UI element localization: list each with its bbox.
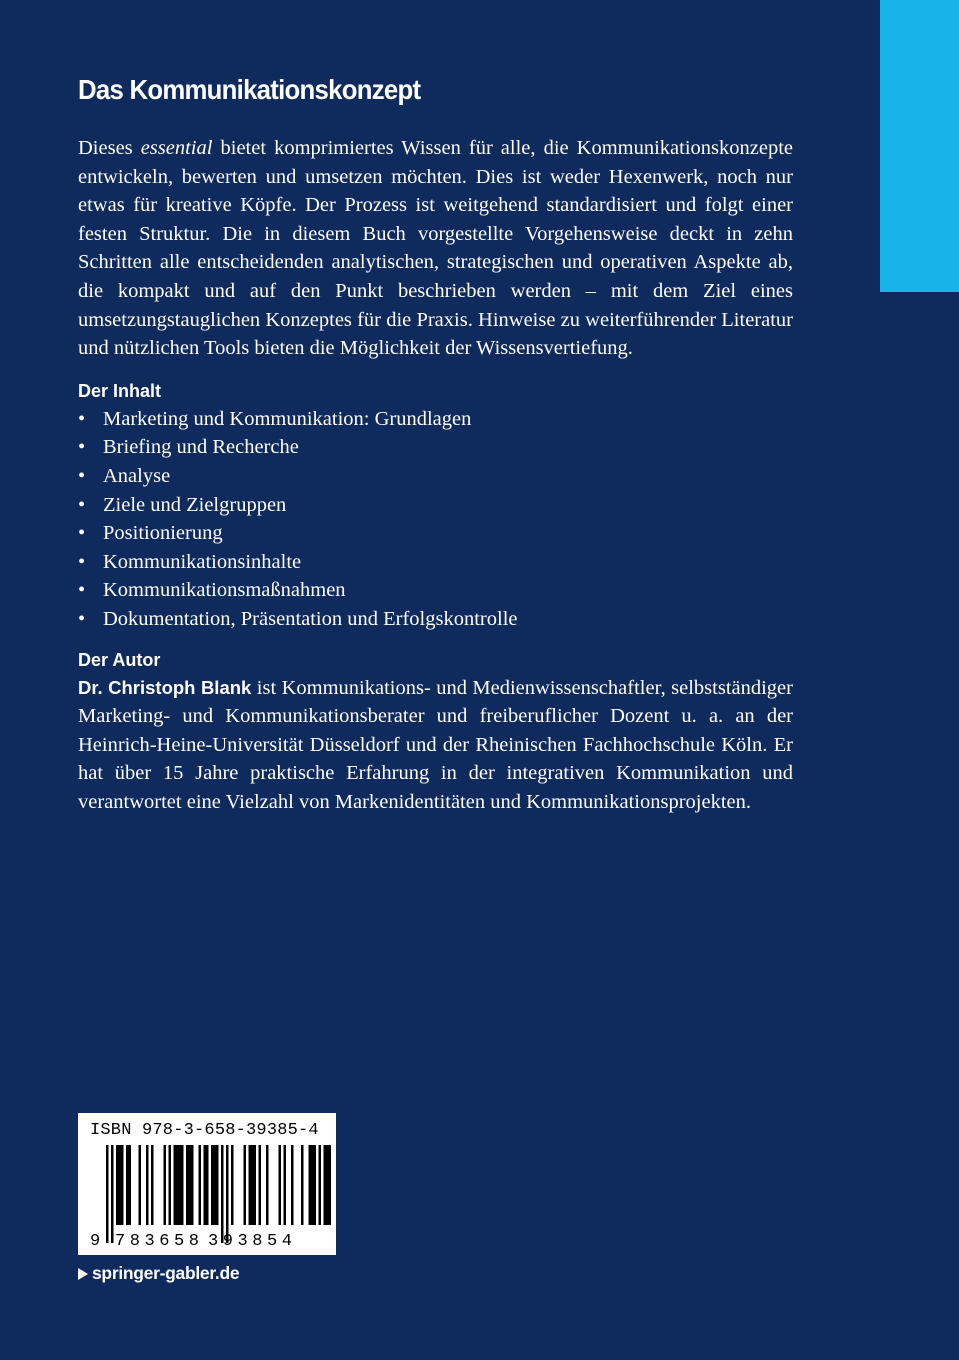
list-item-text: Analyse [103, 464, 171, 487]
list-item-text: Marketing und Kommunikation: Grundlagen [103, 407, 472, 430]
barcode-bar [319, 1145, 322, 1225]
barcode-bar [174, 1145, 184, 1225]
list-item-text: Positionierung [103, 522, 223, 545]
bullet: • [78, 407, 86, 430]
list-item [78, 491, 793, 520]
barcode-bar [106, 1145, 109, 1243]
intro-rest: bietet komprimiertes Wissen für alle, die Kommunikationskonzepte entwickeln, bewerten und umsetzen möchten. Dies ist weder Hexenwerk, noch nur etwas für kreative Köpfe. Der Prozess ist weitgehend standardisiert und folgt einer festen Struktur. Die in diesem Buch vorgestellte Vorgehensweise deckt in zehn Schritten alle entscheidenden analytischen, strategischen und operativen Aspekte ab, die kompakt und auf den Punkt beschrieben werden – mit dem Ziel eines umsetzungstauglichen Konzeptes für die Praxis. Hinweise zu weiterführender Literatur und nützlichen Tools bieten die Möglichkeit der Wissensvertiefung. [78, 137, 794, 360]
author-name: Dr. Christoph Blank [78, 676, 252, 698]
list-item [78, 576, 793, 605]
back-cover-content [78, 70, 793, 816]
publisher-website[interactable] [78, 1262, 239, 1284]
barcode-bar [164, 1145, 167, 1225]
bullet: • [78, 522, 86, 545]
barcode-bar [169, 1145, 172, 1225]
list-item [78, 548, 793, 577]
list-item [78, 462, 793, 491]
bullet: • [78, 550, 86, 573]
barcode-right-digits: 393854 [208, 1232, 292, 1251]
barcode-left-digits: 783658 [115, 1232, 199, 1251]
author-bio: ist Kommunikations- und Medienwissenschaftler, selbstständiger Marketing- und Kommunikationsberater und freiberuflicher Dozent u. a. an der Heinrich-Heine-Universität Düsseldorf und der Rheinischen Fachhochschule Köln. Er hat über 15 Jahre praktische Erfahrung in der integrativen Kommunikation und verantwortet eine Vielzahl von Markenidentitäten und Kommunikationsprojekten. [78, 676, 793, 813]
barcode-bar [284, 1145, 287, 1225]
intro-emphasis: essential [140, 137, 213, 159]
bullet: • [78, 493, 86, 516]
barcode-first-digit: 9 [90, 1232, 101, 1251]
bullet: • [78, 464, 86, 487]
barcode-bar [151, 1145, 154, 1225]
barcode-bar [226, 1145, 229, 1243]
barcode-bars [106, 1145, 336, 1243]
bullet: • [78, 436, 86, 459]
list-item-text: Kommunikationsinhalte [103, 550, 302, 573]
publisher-website-text: springer-gabler.de [92, 1263, 240, 1283]
barcode-bar [146, 1145, 149, 1225]
barcode-bar [186, 1145, 194, 1225]
barcode-bar [111, 1145, 114, 1243]
contents-heading: Der Inhalt [78, 380, 162, 401]
bullet: • [78, 579, 86, 602]
list-item [78, 433, 793, 462]
barcode-bar [324, 1145, 332, 1225]
list-item [78, 405, 793, 434]
intro-lead: Dieses [78, 137, 141, 159]
list-item-text: Dokumentation, Präsentation und Erfolgskontrolle [103, 607, 518, 630]
list-item-text: Ziele und Zielgruppen [103, 493, 287, 516]
accent-bar [880, 0, 959, 292]
barcode-bar [221, 1145, 224, 1243]
list-item [78, 605, 793, 634]
barcode-bar [231, 1145, 234, 1225]
barcode-bar [266, 1145, 269, 1225]
bullet: • [78, 607, 86, 630]
barcode-bar [199, 1145, 202, 1225]
barcode-bar [279, 1145, 282, 1225]
list-item [78, 519, 793, 548]
contents-list [78, 405, 793, 634]
barcode-bar [291, 1145, 294, 1225]
barcode-bar [211, 1145, 219, 1225]
intro-paragraph [78, 134, 793, 363]
barcode-graphic [78, 1113, 336, 1255]
list-item-text: Briefing und Recherche [103, 436, 299, 459]
isbn-label: ISBN 978-3-658-39385-4 [90, 1121, 319, 1140]
barcode-bar [259, 1145, 262, 1225]
barcode-bar [249, 1145, 257, 1225]
barcode-bar [139, 1145, 142, 1225]
barcode-bar [126, 1145, 131, 1225]
list-item-text: Kommunikationsmaßnahmen [103, 579, 346, 602]
author-paragraph [78, 674, 793, 817]
arrow-right-icon [78, 1268, 88, 1280]
barcode-bar [116, 1145, 124, 1225]
barcode-bar [244, 1145, 247, 1225]
author-heading: Der Autor [78, 649, 161, 670]
barcode-bar [301, 1145, 304, 1225]
isbn-barcode [78, 1113, 336, 1255]
barcode-bar [309, 1145, 317, 1225]
book-title: Das Kommunikationskonzept [78, 74, 421, 105]
barcode-bar [204, 1145, 209, 1225]
